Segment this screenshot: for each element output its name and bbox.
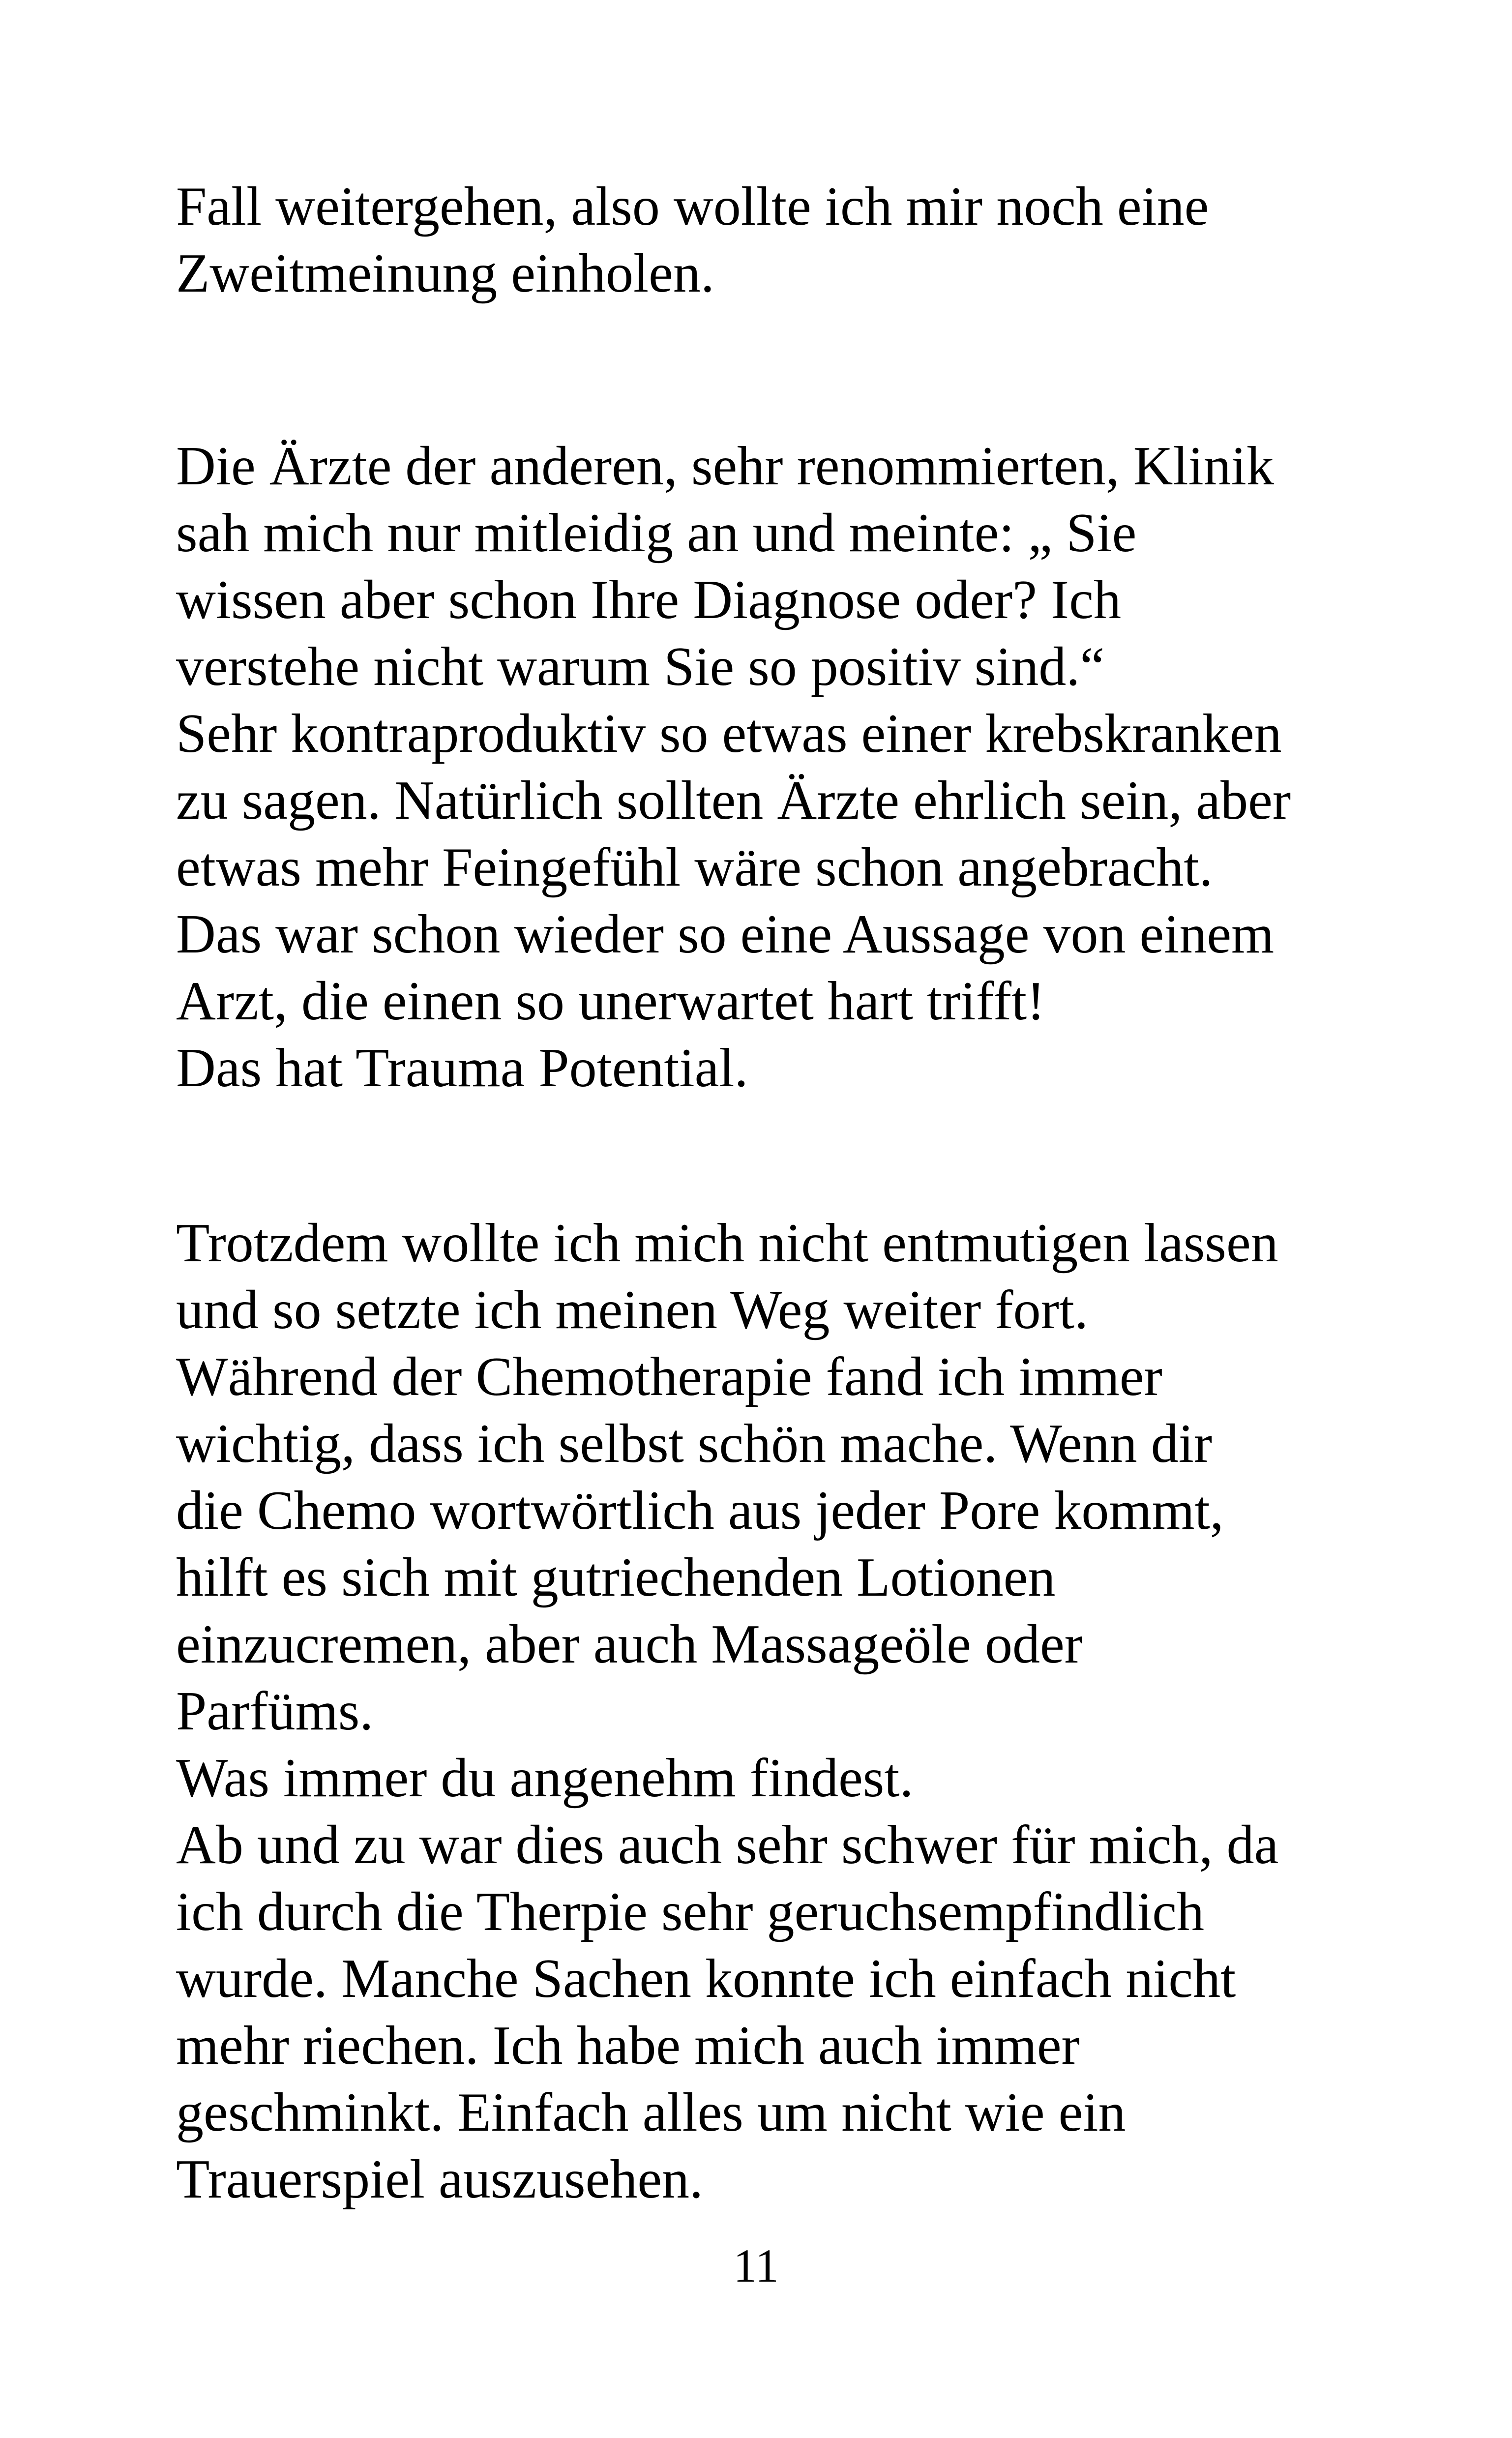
text-line: Ab und zu war dies auch sehr schwer für mich, da	[176, 1814, 1279, 1875]
paragraph-1	[176, 173, 1376, 307]
text-line: wurde. Manche Sachen konnte ich einfach nicht	[176, 1948, 1236, 2009]
text-line: geschminkt. Einfach alles um nicht wie ein	[176, 2082, 1126, 2143]
text-line: Das hat Trauma Potential.	[176, 1038, 748, 1099]
text-line: einzucremen, aber auch Massageöle oder	[176, 1614, 1083, 1675]
text-line: Was immer du angenehm findest.	[176, 1748, 914, 1809]
text-line: ich durch die Therpie sehr geruchsempfindlich	[176, 1881, 1204, 1942]
text-line: Trauerspiel auszusehen.	[176, 2149, 704, 2210]
text-line: wissen aber schon Ihre Diagnose oder? Ich	[176, 569, 1121, 630]
text-line: mehr riechen. Ich habe mich auch immer	[176, 2015, 1080, 2076]
text-line: die Chemo wortwörtlich aus jeder Pore kommt,	[176, 1480, 1224, 1541]
text-line: hilft es sich mit gutriechenden Lotionen	[176, 1547, 1056, 1608]
text-line: Fall weitergehen, also wollte ich mir noch eine	[176, 176, 1209, 237]
text-line: wichtig, dass ich selbst schön mache. Wenn dir	[176, 1413, 1213, 1474]
text-line: und so setzte ich meinen Weg weiter fort.	[176, 1279, 1088, 1340]
paragraph-3	[176, 1210, 1376, 2213]
text-line: Parfüms.	[176, 1681, 374, 1742]
text-line: verstehe nicht warum Sie so positiv sind.“	[176, 636, 1105, 697]
text-line: Die Ärzte der anderen, sehr renommierten, Klinik	[176, 436, 1274, 497]
paragraph-2	[176, 433, 1376, 1101]
text-line: Während der Chemotherapie fand ich immer	[176, 1346, 1162, 1407]
text-line: Zweitmeinung einholen.	[176, 243, 714, 304]
text-line: sah mich nur mitleidig an und meinte: „ Sie	[176, 503, 1137, 564]
text-line: Trotzdem wollte ich mich nicht entmutigen lassen	[176, 1213, 1278, 1274]
page-number: 11	[733, 2239, 779, 2292]
text-line: etwas mehr Feingefühl wäre schon angebracht.	[176, 837, 1213, 898]
text-line: Arzt, die einen so unerwartet hart trifft!	[176, 971, 1045, 1032]
text-line: Das war schon wieder so eine Aussage von einem	[176, 904, 1275, 965]
text-line: zu sagen. Natürlich sollten Ärzte ehrlich sein, aber	[176, 770, 1291, 831]
text-line: Sehr kontraproduktiv so etwas einer krebskranken	[176, 703, 1282, 764]
